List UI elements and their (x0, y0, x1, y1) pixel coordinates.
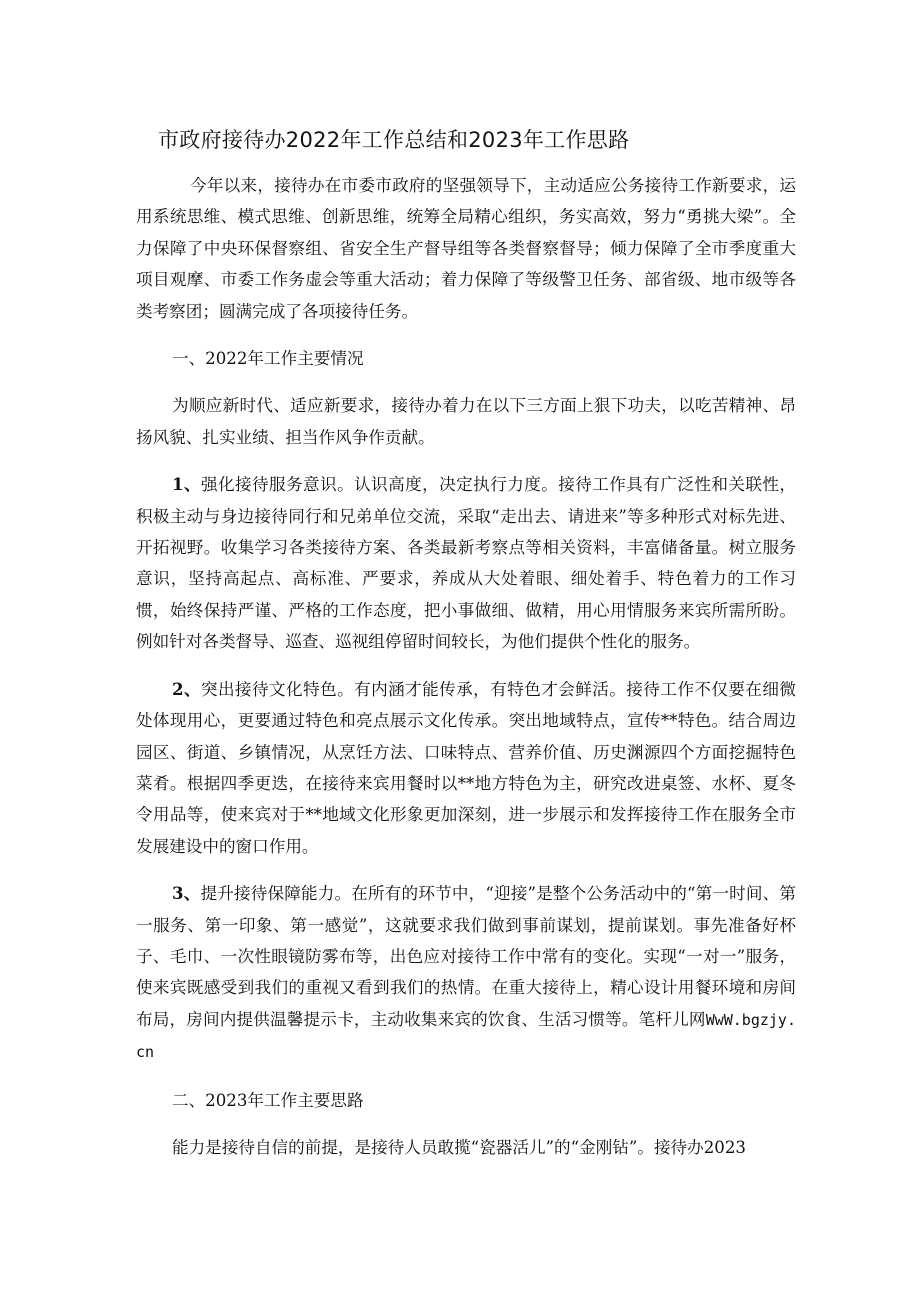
item-3-text: 提升接待保障能力。在所有的环节中，“迎接”是整个公务活动中的“第一时间、第一服务、第一印象、第一感觉”，这就要求我们做到事前谋划，提前谋划。事先准备好杯子、毛巾、一次性眼镜防雾布等，出色应对接待工作中常有的变化。实现“一对一”服务，使来宾既感受到我们的重视又看到我们的热情。在重大接待上，精心设计用餐环境和房间布局，房间内提供温馨提示卡，主动收集来宾的饮食、生活习惯等。笔杆儿网 (136, 884, 796, 1029)
intro-paragraph: 今年以来，接待办在市委市政府的坚强领导下，主动适应公务接待工作新要求，运用系统思维、模式思维、创新思维，统筹全局精心组织，务实高效，努力“勇挑大梁”。全力保障了中央环保督察组、省安全生产督导组等各类督察督导；倾力保障了全市季度重大项目观摩、市委工作务虚会等重大活动；着力保障了等级警卫任务、部省级、地市级等各类考察团；圆满完成了各项接待任务。 (136, 176, 796, 321)
item-1-text: 强化接待服务意识。认识高度，决定执行力度。接待工作具有广泛性和关联性，积极主动与身边接待同行和兄弟单位交流，采取“走出去、请进来”等多种形式对标先进、开拓视野。收集学习各类接待方案、各类最新考察点等相关资料，丰富储备量。树立服务意识，坚持高起点、高标准、严要求，养成从大处着眼、细处着手、特色着力的工作习惯，始终保持严谨、严格的工作态度，把小事做细、做精，用心用情服务来宾所需所盼。例如针对各类督导、巡查、巡视组停留时间较长，为他们提供个性化的服务。 (136, 475, 797, 652)
section2-paragraph: 能力是接待自信的前提，是接待人员敢揽“瓷器活儿”的“金刚钻”。接待办2023 (172, 1137, 746, 1157)
section-heading-2023: 二、2023年工作主要思路 (172, 1090, 364, 1110)
item-2-text: 突出接待文化特色。有内涵才能传承，有特色才会鲜活。接待工作不仅要在细微处体现用心，更要通过特色和亮点展示文化传承。突出地域特点，宣传**特色。结合周边园区、街道、乡镇情况，从烹饪方法、口味特点、营养价值、历史渊源四个方面挖掘特色菜肴。根据四季更迭，在接待来宾用餐时以**地方特色为主，研究改进桌签、水杯、夏冬令用品等，使来宾对于**地域文化形象更加深刻，进一步展示和发挥接待工作在服务全市发展建设中的窗口作用。 (136, 679, 797, 856)
item-1-number: 1、 (172, 474, 201, 495)
item-2-paragraph (136, 674, 796, 862)
item-3-paragraph (136, 878, 796, 1068)
section1-intro-paragraph: 为顺应新时代、适应新要求，接待办着力在以下三方面上狠下功夫，以吃苦精神、昂扬风貌、扎实业绩、担当作风争作贡献。 (136, 396, 796, 447)
document-title: 市政府接待办2022年工作总结和2023年工作思路 (158, 128, 630, 152)
website-link-text: WwW.bgzjy.cn (136, 1010, 796, 1062)
item-1-paragraph (136, 469, 796, 657)
item-3-number: 3、 (172, 883, 201, 904)
document-body (136, 118, 796, 1179)
item-2-number: 2、 (172, 678, 201, 699)
section-heading-2022: 一、2022年工作主要情况 (172, 349, 364, 369)
